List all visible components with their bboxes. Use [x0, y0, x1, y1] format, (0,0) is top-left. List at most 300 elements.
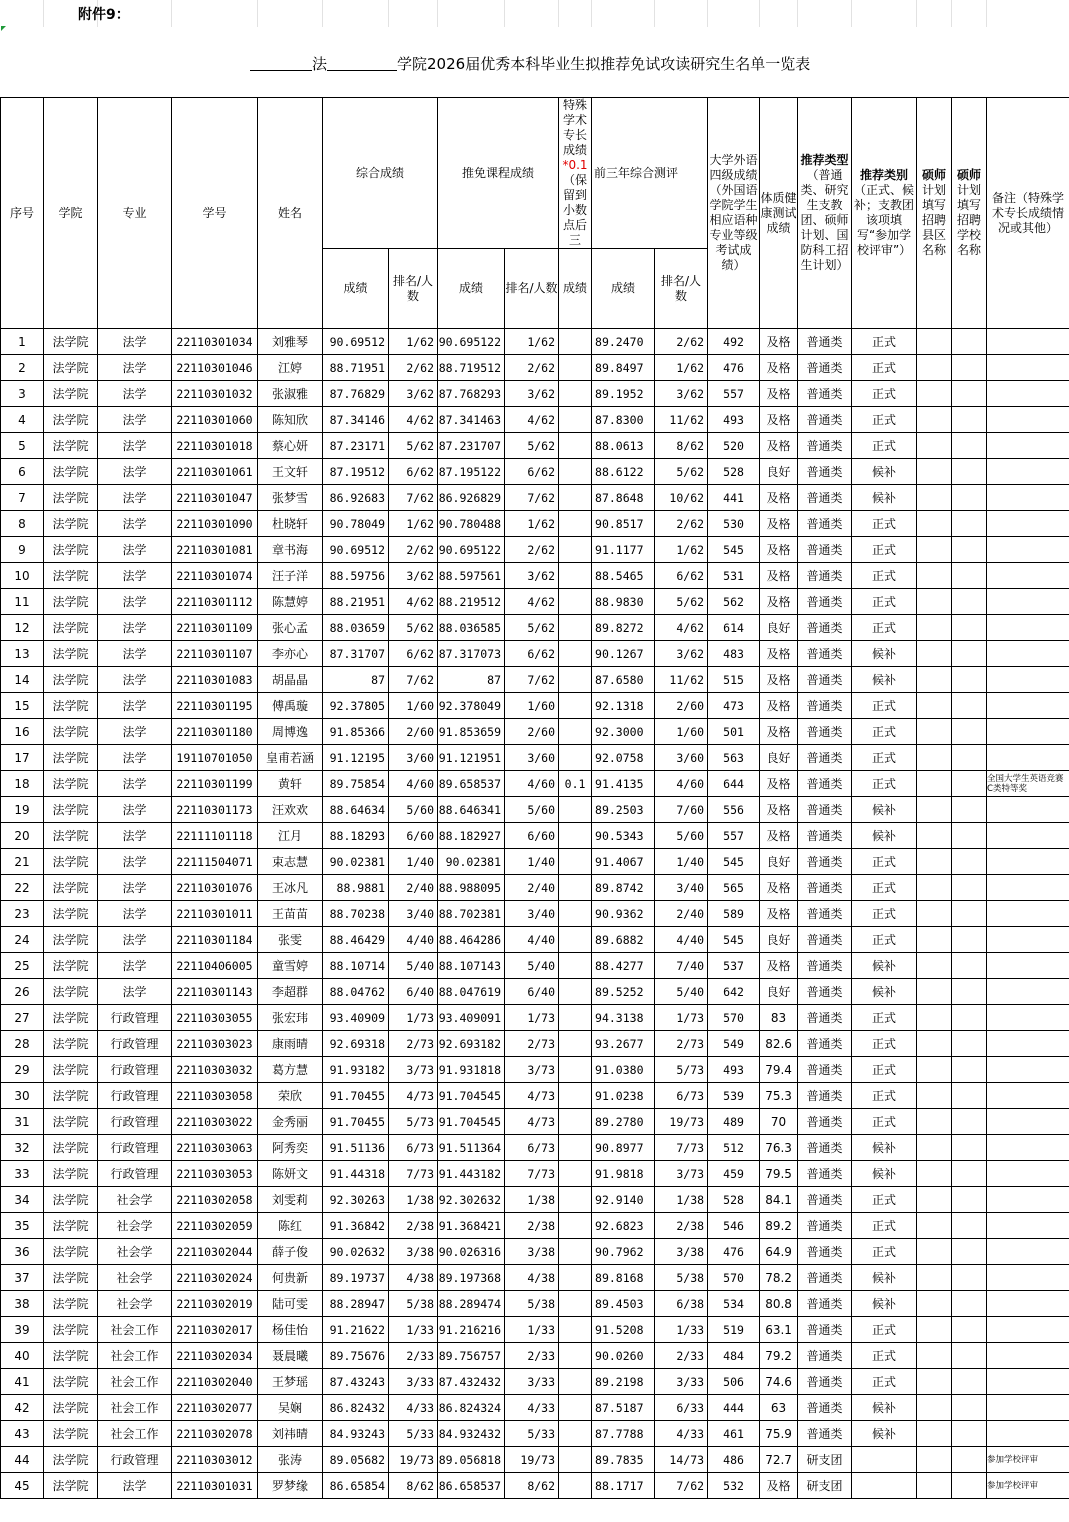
cell-remarks [987, 1343, 1069, 1369]
cell-college: 法学院 [44, 927, 98, 953]
cell-composite-rank: 4/60 [389, 771, 438, 797]
cell-composite-score: 91.44318 [323, 1161, 389, 1187]
cell-course-rank: 4/73 [505, 1109, 559, 1135]
cell-composite-rank: 1/40 [389, 849, 438, 875]
cell-physical: 及格 [760, 953, 798, 979]
cell-major: 行政管理 [98, 1031, 172, 1057]
cell-special-score [559, 1395, 592, 1421]
cell-student-id: 22110301074 [172, 563, 258, 589]
cell-course-score: 89.658537 [438, 771, 505, 797]
cell-cet: 512 [708, 1135, 760, 1161]
student-table [0, 97, 1069, 1499]
table-row [1, 1161, 1069, 1187]
cell-remarks [987, 1083, 1069, 1109]
table-row [1, 1213, 1069, 1239]
cell-special-score [559, 407, 592, 433]
cell-remarks [987, 745, 1069, 771]
cell-remarks: 参加学校评审 [987, 1447, 1069, 1473]
table-row [1, 875, 1069, 901]
cell-remarks [987, 459, 1069, 485]
cell-rec-cat: 正式 [852, 1083, 917, 1109]
cell-remarks [987, 485, 1069, 511]
cell-major: 法学 [98, 563, 172, 589]
cell-college: 法学院 [44, 1291, 98, 1317]
cell-physical: 及格 [760, 381, 798, 407]
cell-rec-cat: 正式 [852, 433, 917, 459]
page-title [250, 53, 810, 74]
cell-cet: 489 [708, 1109, 760, 1135]
cell-seq: 25 [1, 953, 44, 979]
cell-student-id: 22111101118 [172, 823, 258, 849]
cell-rec-type: 普通类 [798, 1161, 852, 1187]
cell-composite-rank: 6/40 [389, 979, 438, 1005]
cell-rec-cat: 候补 [852, 979, 917, 1005]
cell-remarks [987, 979, 1069, 1005]
cell-evaluation-score: 88.4277 [592, 953, 655, 979]
cell-course-score: 88.182927 [438, 823, 505, 849]
cell-composite-score: 90.69512 [323, 329, 389, 355]
cell-composite-rank: 2/33 [389, 1343, 438, 1369]
cell-college: 法学院 [44, 745, 98, 771]
cell-special-score [559, 901, 592, 927]
cell-shuoshi-school [952, 771, 987, 797]
cell-cet: 589 [708, 901, 760, 927]
cell-course-score: 90.695122 [438, 329, 505, 355]
cell-composite-rank: 1/33 [389, 1317, 438, 1343]
cell-cet: 531 [708, 563, 760, 589]
cell-composite-score: 88.10714 [323, 953, 389, 979]
cell-name: 江月 [258, 823, 323, 849]
cell-shuoshi-county [917, 563, 952, 589]
cell-physical: 良好 [760, 615, 798, 641]
cell-student-id: 22110301112 [172, 589, 258, 615]
cell-remarks [987, 823, 1069, 849]
cell-physical: 良好 [760, 745, 798, 771]
cell-remarks [987, 1057, 1069, 1083]
cell-rec-cat: 候补 [852, 641, 917, 667]
cell-name: 薛子俊 [258, 1239, 323, 1265]
cell-rec-type: 普通类 [798, 901, 852, 927]
cell-name: 傅禹璇 [258, 693, 323, 719]
cell-remarks [987, 1291, 1069, 1317]
table-row [1, 693, 1069, 719]
cell-seq: 23 [1, 901, 44, 927]
cell-shuoshi-county [917, 1369, 952, 1395]
cell-evaluation-score: 89.5252 [592, 979, 655, 1005]
cell-shuoshi-county [917, 1057, 952, 1083]
cell-course-score: 92.378049 [438, 693, 505, 719]
cell-evaluation-rank: 1/62 [655, 537, 708, 563]
cell-composite-rank: 5/60 [389, 797, 438, 823]
cell-special-score [559, 953, 592, 979]
cell-name: 杜晓轩 [258, 511, 323, 537]
header-composite: 综合成绩 [323, 98, 438, 249]
cell-evaluation-score: 88.6122 [592, 459, 655, 485]
cell-college: 法学院 [44, 849, 98, 875]
cell-physical: 63.1 [760, 1317, 798, 1343]
cell-remarks [987, 1031, 1069, 1057]
cell-course-score: 91.704545 [438, 1083, 505, 1109]
cell-shuoshi-school [952, 537, 987, 563]
cell-evaluation-rank: 3/60 [655, 745, 708, 771]
cell-physical: 84.1 [760, 1187, 798, 1213]
cell-cet: 486 [708, 1447, 760, 1473]
cell-rec-type: 普通类 [798, 1135, 852, 1161]
cell-evaluation-rank: 1/33 [655, 1317, 708, 1343]
cell-rec-type: 普通类 [798, 1291, 852, 1317]
cell-student-id: 22110302044 [172, 1239, 258, 1265]
cell-composite-rank: 3/73 [389, 1057, 438, 1083]
cell-name: 康雨晴 [258, 1031, 323, 1057]
cell-evaluation-score: 89.1952 [592, 381, 655, 407]
cell-evaluation-score: 89.2470 [592, 329, 655, 355]
cell-shuoshi-school [952, 1239, 987, 1265]
cell-shuoshi-county [917, 745, 952, 771]
cell-course-score: 87.341463 [438, 407, 505, 433]
cell-physical: 75.3 [760, 1083, 798, 1109]
cell-rec-type: 普通类 [798, 433, 852, 459]
cell-remarks [987, 589, 1069, 615]
cell-composite-score: 91.12195 [323, 745, 389, 771]
cell-college: 法学院 [44, 901, 98, 927]
cell-shuoshi-school [952, 823, 987, 849]
cell-physical: 及格 [760, 1473, 798, 1499]
cell-seq: 35 [1, 1213, 44, 1239]
cell-rec-cat: 正式 [852, 407, 917, 433]
cell-major: 社会学 [98, 1265, 172, 1291]
cell-composite-score: 86.92683 [323, 485, 389, 511]
cell-seq: 45 [1, 1473, 44, 1499]
cell-student-id: 22110301018 [172, 433, 258, 459]
cell-student-id: 22110301184 [172, 927, 258, 953]
cell-special-score [559, 433, 592, 459]
cell-college: 法学院 [44, 719, 98, 745]
cell-shuoshi-county [917, 1421, 952, 1447]
cell-rec-cat: 正式 [852, 719, 917, 745]
table-row [1, 1005, 1069, 1031]
cell-seq: 9 [1, 537, 44, 563]
cell-remarks [987, 797, 1069, 823]
header-shuoshi-county [917, 98, 952, 329]
table-row [1, 1031, 1069, 1057]
cell-shuoshi-county [917, 1239, 952, 1265]
cell-course-rank: 2/73 [505, 1031, 559, 1057]
cell-rec-type: 普通类 [798, 1213, 852, 1239]
cell-rec-cat: 正式 [852, 927, 917, 953]
cell-course-rank: 7/62 [505, 667, 559, 693]
cell-composite-score: 88.46429 [323, 927, 389, 953]
cell-major: 社会工作 [98, 1369, 172, 1395]
cell-shuoshi-county [917, 719, 952, 745]
cell-course-rank: 1/62 [505, 329, 559, 355]
cell-student-id: 22110302059 [172, 1213, 258, 1239]
cell-seq: 7 [1, 485, 44, 511]
cell-seq: 12 [1, 615, 44, 641]
cell-evaluation-rank: 3/62 [655, 381, 708, 407]
cell-shuoshi-school [952, 1395, 987, 1421]
cell-composite-rank: 2/62 [389, 355, 438, 381]
cell-composite-score: 88.03659 [323, 615, 389, 641]
cell-special-score [559, 563, 592, 589]
cell-rec-type: 普通类 [798, 771, 852, 797]
table-row [1, 1057, 1069, 1083]
cell-college: 法学院 [44, 1473, 98, 1499]
table-row [1, 1083, 1069, 1109]
cell-shuoshi-school [952, 1109, 987, 1135]
cell-seq: 20 [1, 823, 44, 849]
cell-rec-type: 普通类 [798, 745, 852, 771]
cell-special-score [559, 1135, 592, 1161]
cell-shuoshi-county [917, 329, 952, 355]
cell-shuoshi-county [917, 1317, 952, 1343]
cell-seq: 40 [1, 1343, 44, 1369]
cell-remarks [987, 1239, 1069, 1265]
cell-physical: 良好 [760, 927, 798, 953]
cell-seq: 8 [1, 511, 44, 537]
cell-student-id: 22110303053 [172, 1161, 258, 1187]
cell-shuoshi-school [952, 1317, 987, 1343]
cell-major: 法学 [98, 771, 172, 797]
cell-remarks [987, 329, 1069, 355]
cell-shuoshi-county [917, 1291, 952, 1317]
cell-course-score: 88.464286 [438, 927, 505, 953]
cell-special-score [559, 979, 592, 1005]
header-major: 专业 [98, 98, 172, 329]
cell-evaluation-rank: 5/62 [655, 589, 708, 615]
cell-remarks [987, 667, 1069, 693]
cell-shuoshi-county [917, 1187, 952, 1213]
cell-composite-rank: 2/40 [389, 875, 438, 901]
cell-special-score [559, 1031, 592, 1057]
cell-composite-rank: 3/62 [389, 381, 438, 407]
cell-composite-rank: 7/62 [389, 485, 438, 511]
cell-special-score [559, 355, 592, 381]
cell-major: 法学 [98, 875, 172, 901]
cell-evaluation-rank: 7/40 [655, 953, 708, 979]
cell-course-score: 87.317073 [438, 641, 505, 667]
cell-shuoshi-county [917, 953, 952, 979]
cell-special-score [559, 1057, 592, 1083]
cell-rec-type: 普通类 [798, 1083, 852, 1109]
cell-rec-type: 普通类 [798, 511, 852, 537]
cell-course-rank: 6/62 [505, 641, 559, 667]
cell-rec-type: 普通类 [798, 485, 852, 511]
cell-college: 法学院 [44, 511, 98, 537]
cell-shuoshi-school [952, 875, 987, 901]
cell-cet: 545 [708, 927, 760, 953]
cell-remarks: 参加学校评审 [987, 1473, 1069, 1499]
table-row [1, 1317, 1069, 1343]
cell-seq: 4 [1, 407, 44, 433]
cell-shuoshi-school [952, 979, 987, 1005]
cell-physical: 及格 [760, 641, 798, 667]
cell-seq: 34 [1, 1187, 44, 1213]
cell-special-score [559, 1447, 592, 1473]
cell-cet: 570 [708, 1005, 760, 1031]
table-row [1, 927, 1069, 953]
cell-name: 陈慧婷 [258, 589, 323, 615]
cell-evaluation-score: 91.4135 [592, 771, 655, 797]
cell-major: 法学 [98, 407, 172, 433]
cell-major: 法学 [98, 615, 172, 641]
cell-course-score: 88.289474 [438, 1291, 505, 1317]
cell-special-score [559, 1421, 592, 1447]
cell-composite-score: 91.70455 [323, 1083, 389, 1109]
cell-student-id: 22111504071 [172, 849, 258, 875]
cell-course-score: 86.824324 [438, 1395, 505, 1421]
cell-composite-rank: 4/73 [389, 1083, 438, 1109]
cell-rec-cat: 正式 [852, 1343, 917, 1369]
cell-rec-type: 普通类 [798, 1057, 852, 1083]
cell-course-rank: 4/40 [505, 927, 559, 953]
cell-shuoshi-school [952, 511, 987, 537]
cell-name: 罗梦缘 [258, 1473, 323, 1499]
cell-shuoshi-school [952, 589, 987, 615]
table-row [1, 1265, 1069, 1291]
cell-evaluation-score: 90.1267 [592, 641, 655, 667]
cell-composite-score: 91.93182 [323, 1057, 389, 1083]
cell-physical: 及格 [760, 693, 798, 719]
cell-evaluation-rank: 2/40 [655, 901, 708, 927]
cell-college: 法学院 [44, 1109, 98, 1135]
cell-rec-type: 普通类 [798, 849, 852, 875]
cell-name: 李超群 [258, 979, 323, 1005]
cell-shuoshi-school [952, 485, 987, 511]
cell-student-id: 22110301060 [172, 407, 258, 433]
cell-course-score: 87.432432 [438, 1369, 505, 1395]
table-row [1, 823, 1069, 849]
header-rec-cat [852, 98, 917, 329]
cell-composite-score: 86.65854 [323, 1473, 389, 1499]
cell-rec-type: 普通类 [798, 1343, 852, 1369]
cell-college: 法学院 [44, 355, 98, 381]
cell-name: 金秀丽 [258, 1109, 323, 1135]
cell-college: 法学院 [44, 329, 98, 355]
cell-course-score: 88.646341 [438, 797, 505, 823]
cell-evaluation-score: 92.0758 [592, 745, 655, 771]
cell-name: 杨佳怡 [258, 1317, 323, 1343]
cell-rec-cat: 正式 [852, 745, 917, 771]
cell-major: 法学 [98, 511, 172, 537]
cell-cet: 493 [708, 1057, 760, 1083]
cell-rec-type: 普通类 [798, 355, 852, 381]
cell-physical: 78.2 [760, 1265, 798, 1291]
cell-special-score [559, 537, 592, 563]
cell-major: 社会学 [98, 1187, 172, 1213]
cell-course-score: 88.107143 [438, 953, 505, 979]
cell-physical: 及格 [760, 901, 798, 927]
cell-composite-rank: 7/73 [389, 1161, 438, 1187]
cell-physical: 及格 [760, 433, 798, 459]
cell-rec-type: 普通类 [798, 693, 852, 719]
cell-college: 法学院 [44, 1421, 98, 1447]
cell-composite-score: 93.40909 [323, 1005, 389, 1031]
cell-composite-rank: 3/40 [389, 901, 438, 927]
cell-remarks [987, 1161, 1069, 1187]
cell-shuoshi-county [917, 875, 952, 901]
cell-special-score [559, 927, 592, 953]
cell-evaluation-rank: 2/33 [655, 1343, 708, 1369]
cell-major: 社会学 [98, 1213, 172, 1239]
cell-physical: 82.6 [760, 1031, 798, 1057]
header-name: 姓名 [258, 98, 323, 329]
cell-name: 汪子洋 [258, 563, 323, 589]
cell-seq: 2 [1, 355, 44, 381]
cell-composite-score: 87 [323, 667, 389, 693]
cell-major: 行政管理 [98, 1109, 172, 1135]
cell-student-id: 22110301083 [172, 667, 258, 693]
cell-evaluation-rank: 5/60 [655, 823, 708, 849]
cell-composite-score: 88.64634 [323, 797, 389, 823]
cell-rec-cat: 正式 [852, 849, 917, 875]
cell-shuoshi-school [952, 1005, 987, 1031]
cell-physical: 及格 [760, 537, 798, 563]
cell-rec-cat: 候补 [852, 953, 917, 979]
cell-course-rank: 8/62 [505, 1473, 559, 1499]
cell-evaluation-rank: 2/73 [655, 1031, 708, 1057]
cell-evaluation-score: 92.1318 [592, 693, 655, 719]
cell-rec-type: 普通类 [798, 1239, 852, 1265]
cell-course-rank: 3/33 [505, 1369, 559, 1395]
cell-student-id: 22110301199 [172, 771, 258, 797]
cell-remarks [987, 1317, 1069, 1343]
cell-shuoshi-school [952, 1291, 987, 1317]
cell-rec-cat: 正式 [852, 1005, 917, 1031]
cell-evaluation-score: 90.5343 [592, 823, 655, 849]
cell-special-score [559, 1343, 592, 1369]
cell-composite-score: 88.18293 [323, 823, 389, 849]
cell-rec-cat: 正式 [852, 537, 917, 563]
cell-seq: 43 [1, 1421, 44, 1447]
cell-evaluation-rank: 2/38 [655, 1213, 708, 1239]
cell-special-score [559, 1473, 592, 1499]
cell-rec-type: 普通类 [798, 875, 852, 901]
cell-course-rank: 1/33 [505, 1317, 559, 1343]
cell-student-id: 22110302058 [172, 1187, 258, 1213]
cell-major: 社会工作 [98, 1343, 172, 1369]
cell-shuoshi-county [917, 667, 952, 693]
cell-shuoshi-school [952, 1265, 987, 1291]
cell-name: 汪欢欢 [258, 797, 323, 823]
header-shuoshi-school [952, 98, 987, 329]
cell-special-score [559, 1369, 592, 1395]
cell-evaluation-score: 94.3138 [592, 1005, 655, 1031]
cell-name: 荣欣 [258, 1083, 323, 1109]
cell-name: 陈妍文 [258, 1161, 323, 1187]
cell-evaluation-rank: 5/73 [655, 1057, 708, 1083]
cell-major: 行政管理 [98, 1135, 172, 1161]
cell-physical: 及格 [760, 589, 798, 615]
cell-evaluation-score: 89.2198 [592, 1369, 655, 1395]
cell-cet: 546 [708, 1213, 760, 1239]
cell-remarks [987, 1005, 1069, 1031]
cell-college: 法学院 [44, 589, 98, 615]
cell-remarks [987, 1369, 1069, 1395]
cell-seq: 5 [1, 433, 44, 459]
cell-remarks: 全国大学生英语竞赛C类特等奖 [987, 771, 1069, 797]
cell-shuoshi-school [952, 433, 987, 459]
cell-student-id: 22110302034 [172, 1343, 258, 1369]
cell-physical: 64.9 [760, 1239, 798, 1265]
cell-rec-cat: 正式 [852, 355, 917, 381]
header-special-note: （保留到小数点后三 [563, 173, 588, 247]
cell-shuoshi-county [917, 1161, 952, 1187]
cell-rec-type: 普通类 [798, 823, 852, 849]
cell-course-score: 90.780488 [438, 511, 505, 537]
cell-composite-rank: 4/40 [389, 927, 438, 953]
table-row [1, 407, 1069, 433]
header-student-id: 学号 [172, 98, 258, 329]
